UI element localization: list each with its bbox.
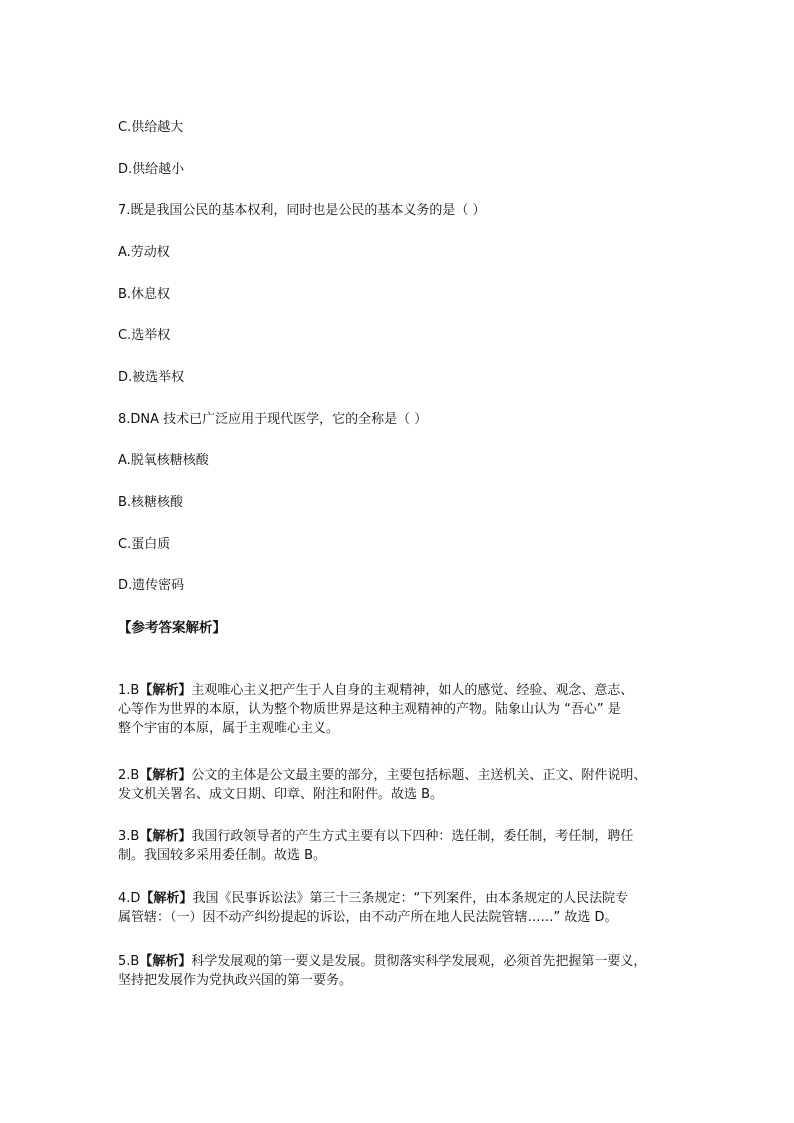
option-q6-c: C.供给越大	[118, 120, 184, 135]
answer-4-prefix: 4.D	[118, 891, 141, 906]
answer-3	[118, 827, 688, 865]
answer-3-line-1	[118, 827, 688, 846]
answer-5-line-1	[118, 952, 688, 971]
option-q8-b: B.核糖核酸	[118, 495, 184, 510]
option-q8-a: A.脱氧核糖核酸	[118, 453, 209, 468]
question-7-stem: 7.既是我国公民的基本权利，同时也是公民的基本义务的是（ ）	[118, 203, 486, 218]
option-q8-c: C.蛋白质	[118, 537, 171, 552]
answer-1	[118, 681, 688, 738]
answer-3-prefix: 3.B	[118, 829, 140, 844]
answer-5	[118, 952, 688, 990]
question-8-stem: 8.DNA 技术已广泛应用于现代医学，它的全称是（ ）	[118, 412, 428, 427]
answer-5-text-1: 科学发展观的第一要义是发展。贯彻落实科学发展观，必须首先把握第一要义，	[191, 954, 647, 969]
answer-1-tag: 【解析】	[139, 683, 192, 698]
answer-2-line-1	[118, 766, 688, 785]
option-q7-a: A.劳动权	[118, 245, 170, 260]
option-q7-b: B.休息权	[118, 287, 171, 302]
answers-heading: 【参考答案解析】	[118, 620, 226, 636]
answer-2	[118, 766, 688, 804]
option-q7-d: D.被选举权	[118, 370, 185, 385]
answer-4-tag: 【解析】	[140, 891, 193, 906]
answer-5-tag: 【解析】	[139, 954, 192, 969]
answer-3-line-2: 制。我国较多采用委任制。故选 B。	[118, 848, 327, 863]
answer-5-line-2: 坚持把发展作为党执政兴国的第一要务。	[118, 973, 353, 988]
answer-4-text-1: 我国《民事诉讼法》第三十三条规定：“下列案件，由本条规定的人民法院专	[192, 891, 629, 906]
answer-5-prefix: 5.B	[118, 954, 140, 969]
answer-2-text-1: 公文的主体是公文最主要的部分，主要包括标题、主送机关、正文、附件说明、	[191, 768, 647, 783]
answer-1-line-3: 整个宇宙的本原，属于主观唯心主义。	[118, 721, 340, 736]
option-q7-c: C.选举权	[118, 328, 171, 343]
option-q8-d: D.遗传密码	[118, 578, 185, 593]
answer-2-line-2: 发文机关署名、成文日期、印章、附注和附件。故选 B。	[118, 787, 444, 802]
answer-4	[118, 889, 688, 927]
answer-4-line-1	[118, 889, 688, 908]
option-q6-d: D.供给越小	[118, 162, 185, 177]
answer-3-tag: 【解析】	[139, 829, 192, 844]
answer-3-text-1: 我国行政领导者的产生方式主要有以下四种：选任制，委任制，考任制，聘任	[191, 829, 634, 844]
answer-1-text-1: 主观唯心主义把产生于人自身的主观精神，如人的感觉、经验、观念、意志、	[191, 683, 634, 698]
answer-2-tag: 【解析】	[139, 768, 192, 783]
answer-1-prefix: 1.B	[118, 683, 140, 698]
answer-1-line-1	[118, 681, 688, 700]
answer-1-line-2: 心等作为世界的本原，认为整个物质世界是这种主观精神的产物。陆象山认为 “吾心” 是	[118, 702, 621, 717]
answer-2-prefix: 2.B	[118, 768, 140, 783]
answer-4-line-2: 属管辖：（一）因不动产纠纷提起的诉讼，由不动产所在地人民法院管辖……” 故选 D。	[118, 910, 618, 925]
